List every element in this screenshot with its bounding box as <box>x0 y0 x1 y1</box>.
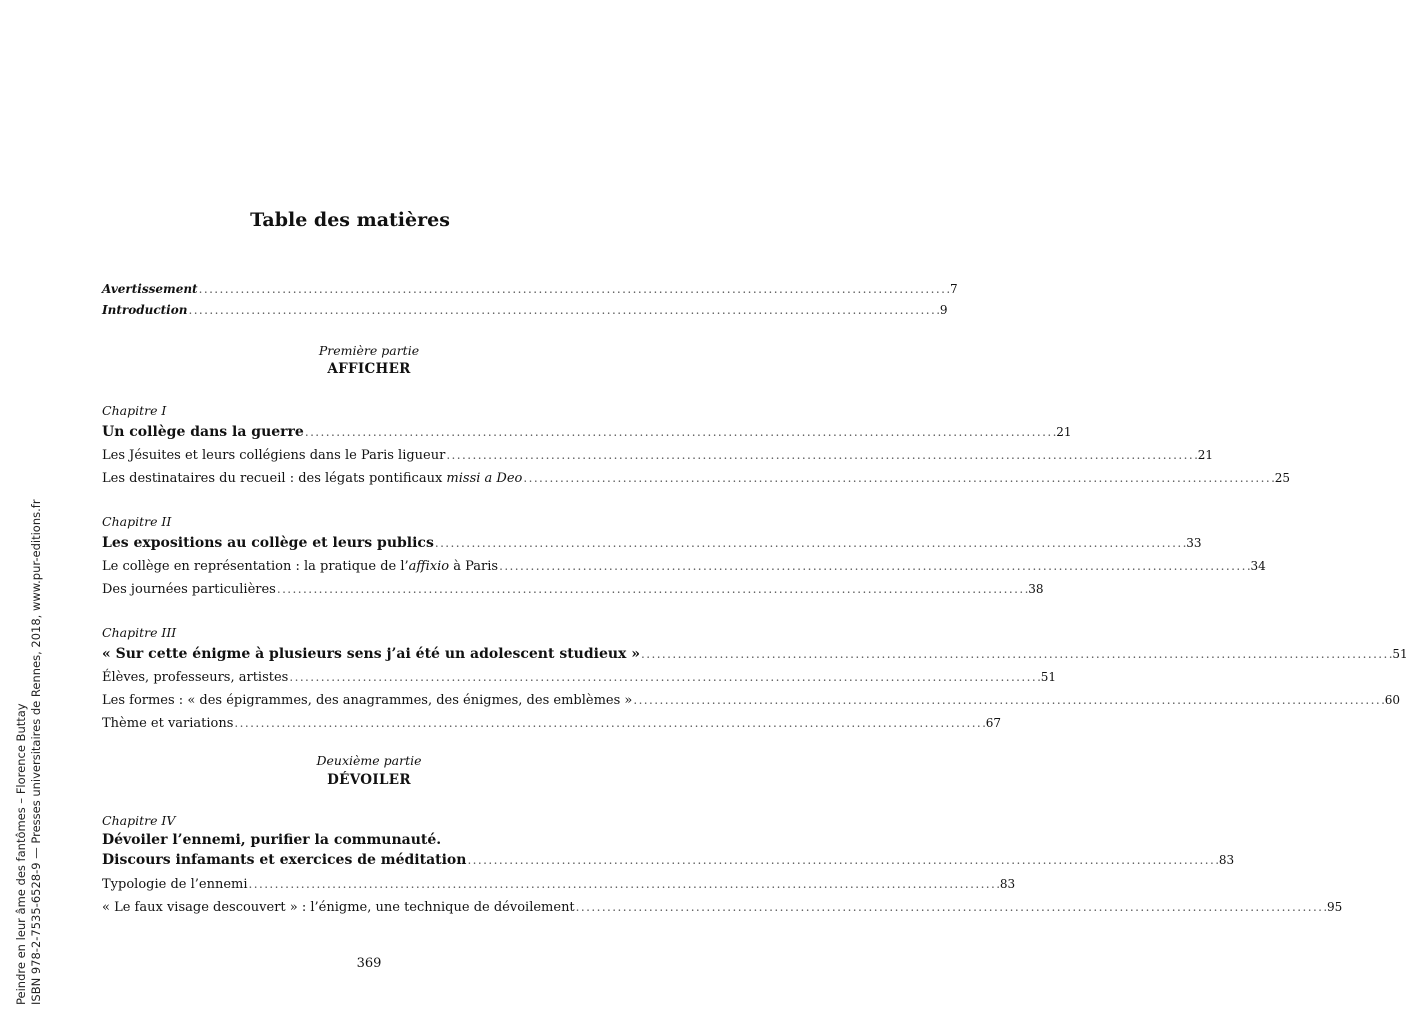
toc-section-2-1[interactable] <box>102 559 1266 574</box>
part-2-label: Deuxième partie <box>316 753 422 768</box>
toc-entry-label: Discours infamants et exercices de méditation <box>102 852 467 868</box>
label-text: Le collège en représentation : la pratique de l’ <box>102 559 409 574</box>
label-text: Les destinataires du recueil : des légats pontificaux <box>102 471 447 486</box>
toc-section-3-1[interactable] <box>102 670 1056 685</box>
dot-leader <box>467 853 1217 867</box>
page-title: Table des matières <box>250 209 450 231</box>
dot-leader <box>305 425 1055 439</box>
page-number: 33 <box>1186 536 1202 550</box>
dot-leader <box>199 282 949 296</box>
dot-leader <box>523 471 1273 485</box>
label-italic: affixio <box>408 559 450 574</box>
page-number: 25 <box>1274 471 1291 485</box>
dot-leader <box>188 303 938 317</box>
toc-entry-label: Les Jésuites et leurs collégiens dans le Paris ligueur <box>102 448 446 463</box>
dot-leader <box>641 647 1391 661</box>
page-folio: 369 <box>356 956 382 971</box>
toc-section-3-3[interactable] <box>102 716 1002 731</box>
toc-entry-label: « Sur cette énigme à plusieurs sens j’ai été un adolescent studieux » <box>102 646 641 662</box>
label-text-end: à Paris <box>449 559 499 574</box>
toc-entry-label: Typologie de l’ennemi <box>102 877 248 892</box>
toc-entry-label: Les expositions au collège et leurs publics <box>102 535 434 551</box>
page-number: 34 <box>1250 559 1266 573</box>
toc-chapter-1-title[interactable] <box>102 424 1072 440</box>
dot-leader <box>435 536 1185 550</box>
page-number: 21 <box>1056 425 1072 439</box>
page-number: 51 <box>1392 647 1408 661</box>
toc-chapter-4-title[interactable] <box>102 852 1235 868</box>
toc-entry-label: Introduction <box>102 303 188 317</box>
part-2-title: DÉVOILER <box>327 772 411 788</box>
part-1-title: AFFICHER <box>327 361 411 377</box>
dot-leader <box>277 582 1027 596</box>
toc-entry-label: Des journées particulières <box>102 582 276 597</box>
chapter-4-label: Chapitre IV <box>102 813 176 828</box>
page-number: 9 <box>939 303 948 317</box>
toc-section-3-2[interactable] <box>102 693 1400 708</box>
dot-leader <box>576 900 1326 914</box>
sidebar-line-1: Peindre en leur âme des fantômes – Florence Buttay <box>14 703 28 1005</box>
dot-leader <box>499 559 1249 573</box>
chapter-3-label: Chapitre III <box>102 625 177 640</box>
page-number: 38 <box>1028 582 1044 596</box>
dot-leader <box>633 693 1383 707</box>
toc-entry-avertissement[interactable] <box>102 282 958 296</box>
page-number: 51 <box>1040 670 1056 684</box>
dot-leader <box>289 670 1039 684</box>
page-number: 67 <box>985 716 1002 730</box>
page-number: 7 <box>949 282 958 296</box>
sidebar-line-2: ISBN 978-2-7535-6528-9 — Presses universitaires de Rennes, 2018, www.pur-editions.fr <box>29 499 43 1005</box>
chapter-4-title-line-1[interactable]: Dévoiler l’ennemi, purifier la communauté. <box>102 832 442 848</box>
toc-entry-introduction[interactable] <box>102 303 948 317</box>
toc-section-1-2[interactable] <box>102 471 1291 486</box>
toc-entry-label: Thème et variations <box>102 716 234 731</box>
chapter-2-label: Chapitre II <box>102 514 172 529</box>
dot-leader <box>446 448 1196 462</box>
part-1-label: Première partie <box>318 343 420 358</box>
toc-entry-label: « Le faux visage descouvert » : l’énigme, une technique de dévoilement <box>102 900 575 915</box>
toc-chapter-3-title[interactable] <box>102 646 1408 662</box>
toc-entry-label: Élèves, professeurs, artistes <box>102 670 289 685</box>
toc-section-2-2[interactable] <box>102 582 1044 597</box>
page-number: 21 <box>1197 448 1213 462</box>
toc-section-4-2[interactable] <box>102 900 1343 915</box>
toc-entry-label: Un collège dans la guerre <box>102 424 304 440</box>
toc-section-4-1[interactable] <box>102 877 1016 892</box>
page-number: 60 <box>1384 693 1400 707</box>
toc-entry-label <box>102 471 522 486</box>
dot-leader <box>234 716 984 730</box>
toc-entry-label <box>102 559 498 574</box>
page-number: 83 <box>999 877 1016 891</box>
page-number: 83 <box>1218 853 1235 867</box>
toc-chapter-2-title[interactable] <box>102 535 1202 551</box>
toc-section-1-1[interactable] <box>102 448 1213 463</box>
page-number: 95 <box>1327 900 1343 914</box>
chapter-1-label: Chapitre I <box>102 403 167 418</box>
toc-entry-label: Les formes : « des épigrammes, des anagrammes, des énigmes, des emblèmes » <box>102 693 633 708</box>
dot-leader <box>249 877 999 891</box>
label-italic: missi a Deo <box>446 471 523 486</box>
toc-entry-label: Avertissement <box>102 282 198 296</box>
